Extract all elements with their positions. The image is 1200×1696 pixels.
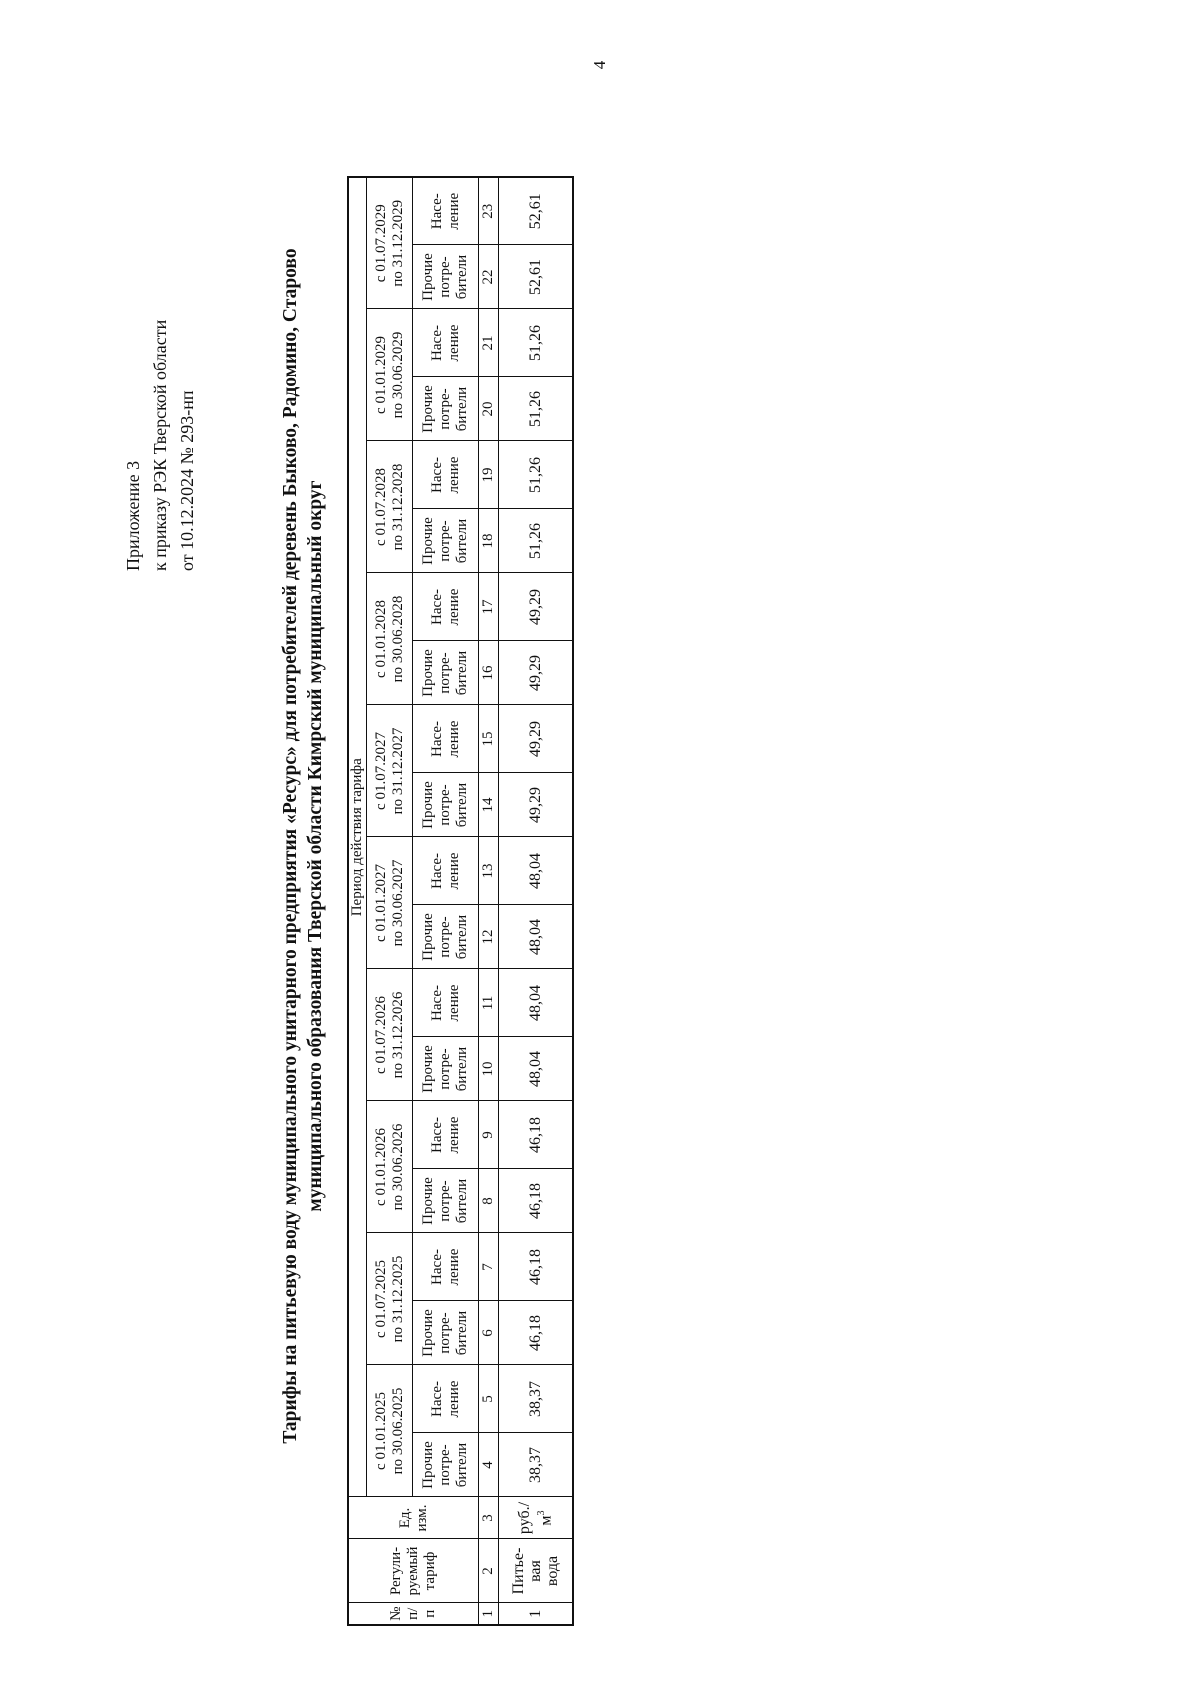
tariff-value: 48,04: [499, 969, 573, 1037]
tariff-value: 48,04: [499, 905, 573, 969]
category-other-consumers: Прочие потре- бители: [413, 1169, 479, 1233]
tariff-value: 51,26: [499, 441, 573, 509]
column-number: 11: [479, 969, 499, 1037]
period-header: с 01.07.2025 по 31.12.2025: [367, 1233, 413, 1365]
category-other-consumers: Прочие потре- бители: [413, 1037, 479, 1101]
column-number: 17: [479, 573, 499, 641]
category-population: Насе- ление: [413, 969, 479, 1037]
header-period: Период действия тарифа: [348, 177, 367, 1497]
column-number: 14: [479, 773, 499, 837]
table-row: [499, 177, 573, 1625]
period-header: с 01.01.2028 по 30.06.2028: [367, 573, 413, 705]
column-number: 21: [479, 309, 499, 377]
header-row-period: [348, 177, 367, 1625]
tariff-value: 52,61: [499, 245, 573, 309]
period-header: с 01.01.2025 по 30.06.2025: [367, 1365, 413, 1497]
period-header: с 01.01.2027 по 30.06.2027: [367, 837, 413, 969]
category-other-consumers: Прочие потре- бители: [413, 377, 479, 441]
column-number: 15: [479, 705, 499, 773]
tariff-table: [347, 176, 574, 1626]
column-number: 8: [479, 1169, 499, 1233]
column-number: 7: [479, 1233, 499, 1301]
period-header: с 01.07.2027 по 31.12.2027: [367, 705, 413, 837]
column-number: 13: [479, 837, 499, 905]
tariff-value: 51,26: [499, 509, 573, 573]
tariff-value: 46,18: [499, 1233, 573, 1301]
column-number: 10: [479, 1037, 499, 1101]
title-line-1: Тарифы на питьевую воду муниципального унитарного предприятия «Ресурс» для потребителей деревень Быково, Радомино, Старово: [280, 248, 301, 1444]
category-other-consumers: Прочие потре- бители: [413, 1301, 479, 1365]
title-line-2: муниципального образования Тверской области Кимрский муниципальный округ: [305, 480, 326, 1212]
column-numbers-row: [479, 177, 499, 1625]
tariff-value: 46,18: [499, 1101, 573, 1169]
column-number: 23: [479, 177, 499, 245]
category-other-consumers: Прочие потре- бители: [413, 773, 479, 837]
tariff-value: 48,04: [499, 1037, 573, 1101]
category-population: Насе- ление: [413, 705, 479, 773]
column-number: 19: [479, 441, 499, 509]
column-number: 16: [479, 641, 499, 705]
column-number: 20: [479, 377, 499, 441]
column-number: 6: [479, 1301, 499, 1365]
column-number: 22: [479, 245, 499, 309]
category-other-consumers: Прочие потре- бители: [413, 641, 479, 705]
header-row-dates: [367, 177, 413, 1625]
approval-reference: [120, 241, 201, 571]
order-date-number: от 10.12.2024 № 293-нп: [177, 390, 197, 571]
tariff-value: 49,29: [499, 705, 573, 773]
column-number: 2: [479, 1539, 499, 1603]
category-population: Насе- ление: [413, 441, 479, 509]
column-number: 9: [479, 1101, 499, 1169]
tariff-value: 49,29: [499, 773, 573, 837]
appendix-label: Приложение 3: [123, 460, 143, 571]
tariff-value: 51,26: [499, 377, 573, 441]
tariff-value: 51,26: [499, 309, 573, 377]
tariff-value: 48,04: [499, 837, 573, 905]
period-header: с 01.07.2029 по 31.12.2029: [367, 177, 413, 309]
period-header: с 01.07.2028 по 31.12.2028: [367, 441, 413, 573]
row-unit: руб./ $м^3$: [499, 1497, 573, 1539]
category-population: Насе- ление: [413, 309, 479, 377]
tariff-value: 49,29: [499, 641, 573, 705]
header-regulated-tariff: Регули- руемый тариф: [348, 1539, 479, 1603]
tariff-value: 38,37: [499, 1365, 573, 1433]
row-tariff: Питье- вая вода: [499, 1539, 573, 1603]
header-unit: Ед. изм.: [348, 1497, 479, 1539]
column-number: 4: [479, 1433, 499, 1497]
period-header: с 01.07.2026 по 31.12.2026: [367, 969, 413, 1101]
category-other-consumers: Прочие потре- бители: [413, 245, 479, 309]
category-population: Насе- ление: [413, 573, 479, 641]
category-other-consumers: Прочие потре- бители: [413, 905, 479, 969]
column-number: 12: [479, 905, 499, 969]
column-number: 5: [479, 1365, 499, 1433]
category-population: Насе- ление: [413, 1233, 479, 1301]
header-row-categories: [413, 177, 479, 1625]
category-population: Насе- ление: [413, 1101, 479, 1169]
category-population: Насе- ление: [413, 1365, 479, 1433]
column-number: 18: [479, 509, 499, 573]
category-population: Насе- ление: [413, 837, 479, 905]
tariff-value: 38,37: [499, 1433, 573, 1497]
tariff-value: 52,61: [499, 177, 573, 245]
page-number: 4: [590, 60, 609, 70]
column-number: 1: [479, 1603, 499, 1625]
tariff-value: 46,18: [499, 1301, 573, 1365]
row-number: 1: [499, 1603, 573, 1625]
period-header: с 01.01.2026 по 30.06.2026: [367, 1101, 413, 1233]
period-header: с 01.01.2029 по 30.06.2029: [367, 309, 413, 441]
order-reference: к приказу РЭК Тверской области: [150, 319, 170, 571]
column-number: 3: [479, 1497, 499, 1539]
header-number: № п/ п: [348, 1603, 479, 1625]
document-title: [278, 66, 328, 1626]
tariff-value: 49,29: [499, 573, 573, 641]
tariff-value: 46,18: [499, 1169, 573, 1233]
category-population: Насе- ление: [413, 177, 479, 245]
category-other-consumers: Прочие потре- бители: [413, 509, 479, 573]
category-other-consumers: Прочие потре- бители: [413, 1433, 479, 1497]
